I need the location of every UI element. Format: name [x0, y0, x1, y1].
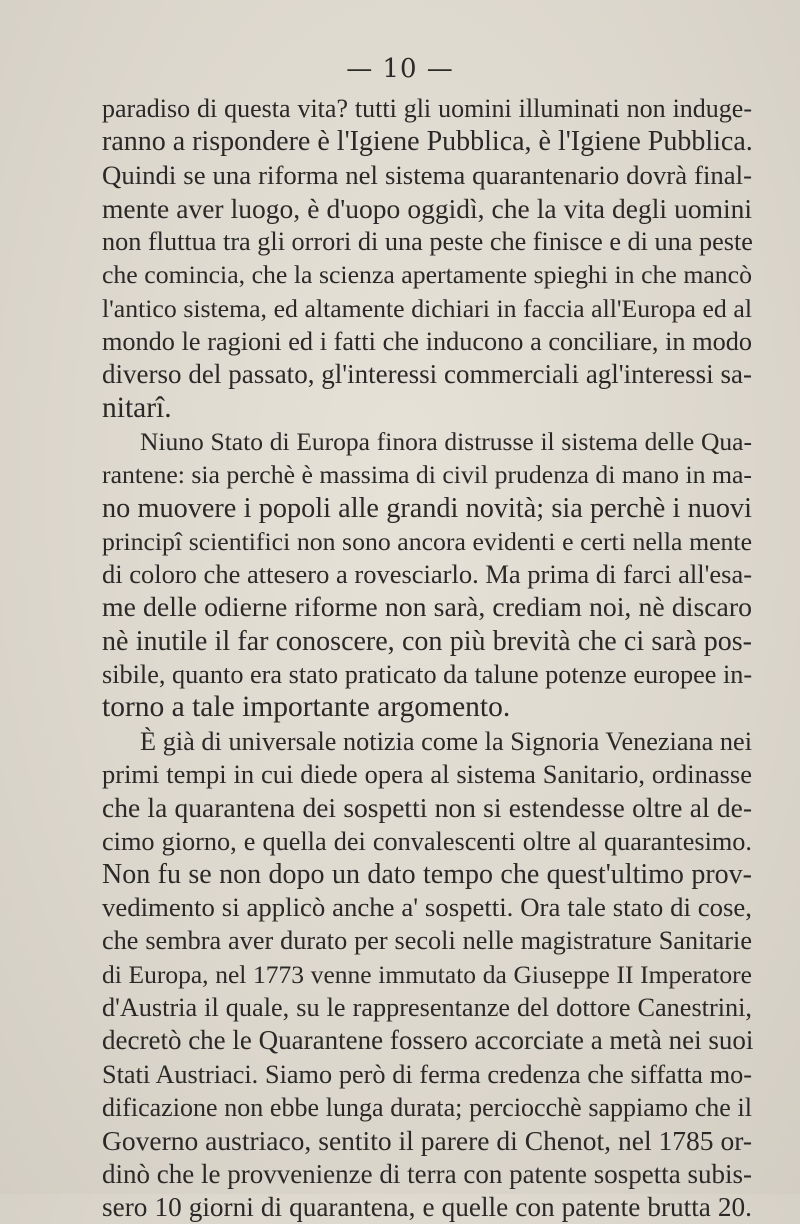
text-line: Stati Austriaci. Siamo però di ferma credenza che siffatta mo- — [102, 1059, 752, 1089]
text-line: sibile, quanto era stato praticato da talune potenze europee in- — [102, 660, 753, 690]
text-line: rantene: sia perchè è massima di civil prudenza di mano in ma- — [102, 460, 752, 490]
text-line: sero 10 giorni di quarantena, e quelle con patente brutta 20. — [102, 1191, 752, 1222]
text-line: me delle odierne riforme non sarà, crediam noi, nè discaro — [102, 592, 752, 624]
text-line: diverso del passato, gl'interessi commerciali agl'interessi sa- — [102, 359, 752, 390]
text-line: Non fu se non dopo un dato tempo che quest'ultimo prov- — [102, 858, 752, 890]
text-line: no muovere i popoli alle grandi novità; sia perchè i nuovi — [102, 492, 752, 524]
text-line: decretò che le Quarantene fossero accorciate a metà nei suoi — [102, 1025, 754, 1056]
text-line: principî scientifici non sono ancora evidenti e certi nella mente — [102, 526, 752, 556]
text-line: mondo le ragioni ed i fatti che inducono a conciliare, in modo — [102, 327, 752, 357]
text-line: mente aver luogo, è d'uopo oggidì, che la vita degli uomini — [102, 192, 752, 224]
text-line: di coloro che attesero a rovesciarlo. Ma prima di farci all'esa- — [102, 559, 753, 590]
text-line: ranno a rispondere è l'Igiene Pubblica, è l'Igiene Pubblica. — [102, 126, 753, 158]
text-line: non fluttua tra gli orrori di una peste che finisce e di una peste — [102, 227, 753, 257]
text-line: Governo austriaco, sentito il parere di Chenot, nel 1785 or- — [102, 1125, 752, 1157]
text-line: torno a tale importante argomento. — [102, 691, 511, 724]
text-line: Quindi se una riforma nel sistema quarantenario dovrà final- — [102, 159, 752, 190]
text-line: che la quarantena dei sospetti non si estendesse oltre al de- — [102, 792, 752, 824]
text-line: cimo giorno, e quella dei convalescenti oltre al quarantesimo. — [102, 826, 752, 856]
text-line: dificazione non ebbe lunga durata; perciocchè sappiamo che il — [102, 1092, 752, 1122]
text-line: che comincia, che la scienza apertamente spieghi in che mancò — [102, 260, 752, 290]
text-line: che sembra aver durato per secoli nelle magistrature Sanitarie — [102, 926, 752, 956]
text-line: nitarî. — [102, 391, 172, 424]
text-line: di Europa, nel 1773 venne immutato da Giuseppe II Imperatore — [102, 959, 752, 989]
text-line: d'Austria il quale, su le rappresentanze del dottore Canestrini, — [102, 993, 752, 1023]
text-line: nè inutile il far conoscere, con più brevità che ci sarà pos- — [102, 625, 752, 657]
body-text — [102, 92, 752, 1224]
text-line: paradiso di questa vita? tutti gli uomini illuminati non induge- — [102, 94, 752, 123]
page-number: — 10 — — [346, 54, 454, 84]
text-line: l'antico sistema, ed altamente dichiari in faccia all'Europa ed al — [102, 293, 752, 323]
text-line: vedimento si applicò anche a' sospetti. Ora tale stato di cose, — [102, 892, 752, 923]
text-line: È già di universale notizia come la Signoria Veneziana nei — [140, 726, 752, 756]
text-line: Niuno Stato di Europa finora distrusse il sistema delle Qua- — [140, 426, 752, 456]
text-line: dinò che le provvenienze di terra con patente sospetta subis- — [102, 1158, 753, 1189]
text-line: primi tempi in cui diede opera al sistema Sanitario, ordinasse — [102, 758, 752, 789]
